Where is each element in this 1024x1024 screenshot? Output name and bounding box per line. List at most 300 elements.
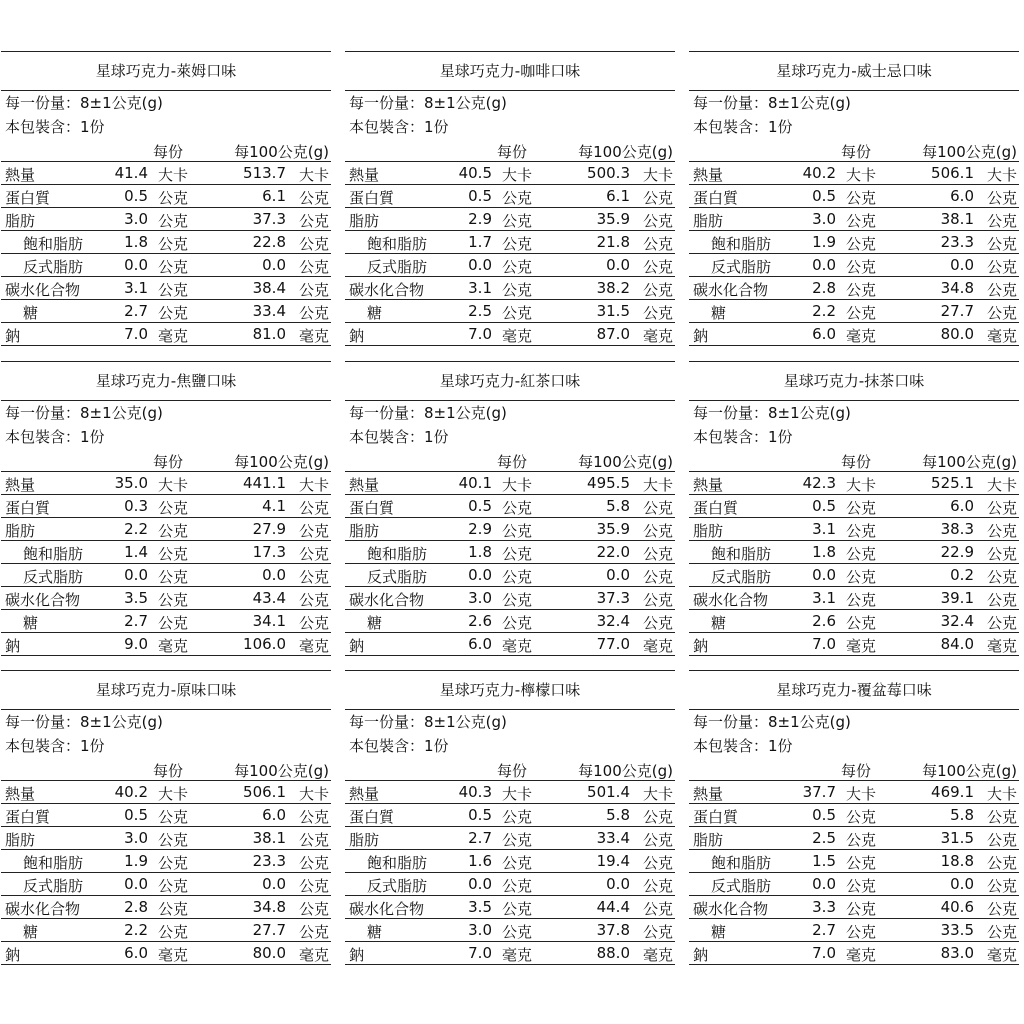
nutrient-row <box>1 610 331 633</box>
nutrient-row <box>1 541 331 564</box>
per-serving-value: 1.4 <box>124 543 148 561</box>
nutrient-row <box>689 633 1019 656</box>
per-100g-value: 17.3 <box>252 543 286 561</box>
per-100g-unit: 毫克 <box>298 327 329 345</box>
nutrient-row <box>1 873 331 896</box>
nutrition-panel <box>1 361 331 656</box>
nutrient-row <box>345 162 675 185</box>
per-serving-value: 1.5 <box>812 852 836 870</box>
per-100g-value: 5.8 <box>606 497 630 515</box>
nutrient-name: 蛋白質 <box>693 189 739 207</box>
nutrient-row <box>689 873 1019 896</box>
nutrient-row <box>689 541 1019 564</box>
nutrient-row <box>689 185 1019 208</box>
servings-per-pack: 本包裝含：1份 <box>5 737 105 755</box>
per-100g-unit: 公克 <box>298 304 329 322</box>
column-header-row <box>345 449 675 472</box>
panel-title: 星球巧克力-抹茶口味 <box>689 361 1019 401</box>
per-serving-value: 9.0 <box>124 635 148 653</box>
per-100g-unit: 公克 <box>986 591 1017 609</box>
nutrient-name: 蛋白質 <box>349 189 395 207</box>
per-serving-unit: 毫克 <box>846 946 877 964</box>
nutrient-name: 鈉 <box>5 946 21 964</box>
per-serving-value: 3.0 <box>812 210 836 228</box>
nutrient-name: 蛋白質 <box>693 499 739 517</box>
column-header-per-100g: 每100公克(g) <box>234 453 329 471</box>
per-100g-value: 19.4 <box>596 852 630 870</box>
per-serving-value: 2.2 <box>812 302 836 320</box>
nutrient-row <box>345 896 675 919</box>
nutrition-panel <box>689 670 1019 965</box>
per-serving-value: 2.9 <box>468 520 492 538</box>
per-serving-value: 0.0 <box>124 256 148 274</box>
nutrient-name: 糖 <box>367 614 383 632</box>
column-header-per-100g: 每100公克(g) <box>922 143 1017 161</box>
per-serving-value: 1.7 <box>468 233 492 251</box>
column-header-per-100g: 每100公克(g) <box>922 762 1017 780</box>
per-100g-unit: 毫克 <box>986 327 1017 345</box>
per-100g-unit: 公克 <box>298 235 329 253</box>
nutrient-name: 蛋白質 <box>349 499 395 517</box>
per-serving-value: 1.6 <box>468 852 492 870</box>
per-serving-unit: 公克 <box>502 499 533 517</box>
nutrition-panel <box>345 51 675 346</box>
per-100g-value: 83.0 <box>940 944 974 962</box>
nutrient-name: 糖 <box>367 304 383 322</box>
nutrient-row <box>345 541 675 564</box>
per-100g-unit: 大卡 <box>986 476 1017 494</box>
nutrient-name: 糖 <box>23 614 39 632</box>
per-serving-unit: 公克 <box>158 591 189 609</box>
nutrient-name: 飽和脂肪 <box>23 545 84 563</box>
nutrient-name: 飽和脂肪 <box>711 235 772 253</box>
nutrient-row <box>1 564 331 587</box>
nutrient-name: 碳水化合物 <box>693 281 769 299</box>
nutrient-row <box>1 254 331 277</box>
nutrient-name: 碳水化合物 <box>693 591 769 609</box>
per-serving-unit: 公克 <box>846 212 877 230</box>
per-100g-unit: 大卡 <box>986 785 1017 803</box>
per-100g-value: 80.0 <box>940 325 974 343</box>
per-serving-value: 2.8 <box>812 279 836 297</box>
per-serving-value: 3.1 <box>812 589 836 607</box>
per-serving-value: 0.5 <box>468 497 492 515</box>
per-100g-value: 44.4 <box>596 898 630 916</box>
column-header-per-100g: 每100公克(g) <box>234 762 329 780</box>
per-serving-unit: 公克 <box>846 877 877 895</box>
per-serving-value: 3.0 <box>468 921 492 939</box>
per-serving-unit: 公克 <box>158 614 189 632</box>
column-header-per-serving: 每份 <box>841 762 872 780</box>
per-100g-value: 27.7 <box>252 921 286 939</box>
nutrient-name: 反式脂肪 <box>23 258 84 276</box>
servings-per-pack: 本包裝含：1份 <box>349 118 449 136</box>
per-serving-unit: 公克 <box>502 591 533 609</box>
nutrient-row <box>345 208 675 231</box>
per-100g-value: 495.5 <box>587 474 630 492</box>
nutrient-row <box>689 919 1019 942</box>
nutrient-row <box>689 208 1019 231</box>
nutrition-panel <box>345 361 675 656</box>
nutrient-name: 鈉 <box>5 327 21 345</box>
serving-size: 每一份量：8±1公克(g) <box>5 713 163 731</box>
nutrient-name: 反式脂肪 <box>367 877 428 895</box>
per-100g-unit: 公克 <box>986 522 1017 540</box>
nutrient-name: 反式脂肪 <box>367 568 428 586</box>
per-100g-unit: 公克 <box>986 545 1017 563</box>
per-100g-value: 18.8 <box>940 852 974 870</box>
nutrient-row <box>1 633 331 656</box>
per-100g-unit: 公克 <box>642 304 673 322</box>
nutrient-name: 飽和脂肪 <box>367 545 428 563</box>
per-serving-value: 2.6 <box>812 612 836 630</box>
servings-per-pack: 本包裝含：1份 <box>693 737 793 755</box>
column-header-row <box>689 449 1019 472</box>
column-header-per-100g: 每100公克(g) <box>578 143 673 161</box>
per-100g-value: 21.8 <box>596 233 630 251</box>
per-100g-value: 38.2 <box>596 279 630 297</box>
per-100g-value: 469.1 <box>931 783 974 801</box>
nutrient-name: 糖 <box>23 923 39 941</box>
nutrient-row <box>345 587 675 610</box>
nutrient-name: 飽和脂肪 <box>711 545 772 563</box>
per-serving-unit: 公克 <box>158 235 189 253</box>
per-100g-value: 23.3 <box>940 233 974 251</box>
nutrient-name: 鈉 <box>5 637 21 655</box>
per-100g-value: 441.1 <box>243 474 286 492</box>
per-100g-value: 33.4 <box>252 302 286 320</box>
per-serving-unit: 公克 <box>846 568 877 586</box>
per-serving-value: 0.0 <box>124 875 148 893</box>
per-serving-value: 1.8 <box>468 543 492 561</box>
per-100g-unit: 大卡 <box>298 166 329 184</box>
serving-size: 每一份量：8±1公克(g) <box>693 713 851 731</box>
per-100g-value: 37.8 <box>596 921 630 939</box>
per-100g-unit: 公克 <box>642 212 673 230</box>
nutrient-row <box>1 781 331 804</box>
per-serving-value: 42.3 <box>802 474 836 492</box>
column-header-row <box>689 758 1019 781</box>
nutrient-name: 熱量 <box>693 166 724 184</box>
per-100g-value: 6.0 <box>262 806 286 824</box>
panel-title: 星球巧克力-原味口味 <box>1 670 331 710</box>
per-serving-unit: 公克 <box>846 545 877 563</box>
column-header-per-serving: 每份 <box>153 453 184 471</box>
per-100g-unit: 公克 <box>642 545 673 563</box>
per-100g-unit: 毫克 <box>298 637 329 655</box>
nutrient-row <box>689 323 1019 346</box>
nutrient-row <box>1 231 331 254</box>
per-serving-unit: 大卡 <box>846 166 877 184</box>
per-100g-unit: 公克 <box>642 831 673 849</box>
per-serving-unit: 公克 <box>158 212 189 230</box>
per-100g-value: 34.8 <box>940 279 974 297</box>
per-serving-value: 1.9 <box>812 233 836 251</box>
nutrient-name: 熱量 <box>349 166 380 184</box>
nutrient-row <box>689 804 1019 827</box>
per-serving-value: 0.0 <box>812 875 836 893</box>
per-serving-value: 1.8 <box>124 233 148 251</box>
per-100g-value: 38.4 <box>252 279 286 297</box>
nutrient-row <box>1 300 331 323</box>
per-serving-value: 7.0 <box>124 325 148 343</box>
nutrient-name: 熱量 <box>5 476 36 494</box>
per-serving-unit: 公克 <box>502 235 533 253</box>
column-header-per-serving: 每份 <box>841 143 872 161</box>
per-serving-unit: 公克 <box>502 522 533 540</box>
per-serving-unit: 大卡 <box>502 785 533 803</box>
per-serving-value: 0.0 <box>124 566 148 584</box>
per-serving-value: 3.0 <box>124 210 148 228</box>
per-100g-unit: 大卡 <box>298 785 329 803</box>
per-serving-value: 2.7 <box>124 302 148 320</box>
per-serving-unit: 毫克 <box>502 637 533 655</box>
per-serving-value: 37.7 <box>802 783 836 801</box>
column-header-row <box>689 139 1019 162</box>
nutrient-name: 反式脂肪 <box>711 877 772 895</box>
nutrient-row <box>345 827 675 850</box>
column-header-per-serving: 每份 <box>153 143 184 161</box>
nutrient-name: 鈉 <box>693 637 709 655</box>
panel-title: 星球巧克力-覆盆莓口味 <box>689 670 1019 710</box>
per-serving-unit: 毫克 <box>502 946 533 964</box>
panel-title: 星球巧克力-焦鹽口味 <box>1 361 331 401</box>
nutrient-row <box>345 919 675 942</box>
per-serving-unit: 公克 <box>502 877 533 895</box>
per-100g-value: 34.8 <box>252 898 286 916</box>
nutrient-row <box>1 472 331 495</box>
nutrient-name: 飽和脂肪 <box>23 235 84 253</box>
per-serving-value: 0.0 <box>468 566 492 584</box>
per-100g-value: 22.8 <box>252 233 286 251</box>
per-100g-value: 506.1 <box>931 164 974 182</box>
per-serving-value: 3.0 <box>468 589 492 607</box>
nutrition-panel <box>689 51 1019 346</box>
per-serving-unit: 毫克 <box>158 946 189 964</box>
per-serving-value: 2.7 <box>468 829 492 847</box>
per-serving-value: 0.5 <box>124 187 148 205</box>
per-100g-unit: 公克 <box>642 877 673 895</box>
per-serving-unit: 毫克 <box>846 327 877 345</box>
per-serving-unit: 公克 <box>502 568 533 586</box>
per-serving-value: 0.5 <box>468 187 492 205</box>
panel-title: 星球巧克力-萊姆口味 <box>1 51 331 91</box>
column-header-per-100g: 每100公克(g) <box>578 453 673 471</box>
per-serving-value: 6.0 <box>468 635 492 653</box>
nutrient-row <box>1 185 331 208</box>
serving-size: 每一份量：8±1公克(g) <box>5 404 163 422</box>
per-100g-unit: 公克 <box>986 281 1017 299</box>
nutrient-name: 反式脂肪 <box>23 877 84 895</box>
per-serving-value: 3.5 <box>124 589 148 607</box>
nutrient-row <box>689 610 1019 633</box>
per-100g-unit: 公克 <box>986 854 1017 872</box>
per-serving-unit: 公克 <box>502 281 533 299</box>
per-100g-value: 38.3 <box>940 520 974 538</box>
per-serving-unit: 公克 <box>846 854 877 872</box>
per-serving-value: 3.5 <box>468 898 492 916</box>
per-100g-unit: 公克 <box>298 614 329 632</box>
nutrition-panel <box>1 670 331 965</box>
per-serving-unit: 公克 <box>846 591 877 609</box>
per-100g-value: 27.7 <box>940 302 974 320</box>
per-100g-unit: 公克 <box>298 808 329 826</box>
column-header-row <box>1 449 331 472</box>
per-100g-value: 38.1 <box>252 829 286 847</box>
nutrient-name: 鈉 <box>349 327 365 345</box>
nutrient-row <box>345 610 675 633</box>
per-100g-unit: 公克 <box>298 877 329 895</box>
per-serving-value: 3.3 <box>812 898 836 916</box>
per-100g-unit: 毫克 <box>642 327 673 345</box>
nutrient-row <box>345 518 675 541</box>
nutrient-row <box>689 850 1019 873</box>
per-serving-value: 0.5 <box>812 806 836 824</box>
per-serving-unit: 公克 <box>158 189 189 207</box>
nutrient-name: 蛋白質 <box>5 189 51 207</box>
nutrient-name: 反式脂肪 <box>367 258 428 276</box>
nutrient-name: 熱量 <box>5 166 36 184</box>
nutrient-row <box>1 896 331 919</box>
nutrient-row <box>345 564 675 587</box>
per-100g-unit: 大卡 <box>642 476 673 494</box>
per-100g-unit: 公克 <box>986 614 1017 632</box>
per-serving-unit: 公克 <box>158 304 189 322</box>
per-100g-value: 0.0 <box>262 875 286 893</box>
nutrient-row <box>1 827 331 850</box>
nutrient-row <box>689 587 1019 610</box>
per-serving-value: 3.0 <box>124 829 148 847</box>
per-100g-value: 22.0 <box>596 543 630 561</box>
nutrient-row <box>1 323 331 346</box>
per-100g-unit: 公克 <box>986 831 1017 849</box>
nutrient-name: 碳水化合物 <box>5 281 81 299</box>
per-serving-value: 1.8 <box>812 543 836 561</box>
per-100g-unit: 公克 <box>298 258 329 276</box>
nutrient-name: 鈉 <box>693 946 709 964</box>
per-serving-value: 3.1 <box>812 520 836 538</box>
per-100g-unit: 公克 <box>986 258 1017 276</box>
per-100g-value: 35.9 <box>596 210 630 228</box>
per-serving-unit: 大卡 <box>846 785 877 803</box>
per-serving-value: 0.0 <box>812 256 836 274</box>
nutrient-name: 脂肪 <box>349 522 380 540</box>
nutrient-row <box>689 564 1019 587</box>
per-100g-unit: 毫克 <box>642 946 673 964</box>
per-serving-unit: 大卡 <box>158 166 189 184</box>
panel-title: 星球巧克力-檸檬口味 <box>345 670 675 710</box>
per-100g-value: 81.0 <box>252 325 286 343</box>
per-100g-unit: 公克 <box>298 189 329 207</box>
per-serving-unit: 公克 <box>158 522 189 540</box>
per-100g-unit: 公克 <box>298 900 329 918</box>
per-serving-unit: 公克 <box>158 808 189 826</box>
nutrient-row <box>345 254 675 277</box>
per-100g-unit: 公克 <box>986 212 1017 230</box>
nutrient-row <box>345 185 675 208</box>
nutrient-row <box>345 873 675 896</box>
per-serving-unit: 公克 <box>158 900 189 918</box>
per-100g-value: 501.4 <box>587 783 630 801</box>
per-serving-unit: 公克 <box>502 545 533 563</box>
per-serving-unit: 公克 <box>158 568 189 586</box>
nutrient-name: 蛋白質 <box>5 808 51 826</box>
per-100g-value: 500.3 <box>587 164 630 182</box>
per-serving-unit: 公克 <box>846 281 877 299</box>
per-serving-unit: 公克 <box>502 189 533 207</box>
per-serving-value: 2.7 <box>124 612 148 630</box>
per-100g-value: 525.1 <box>931 474 974 492</box>
per-100g-value: 39.1 <box>940 589 974 607</box>
serving-size: 每一份量：8±1公克(g) <box>349 94 507 112</box>
per-100g-unit: 公克 <box>642 522 673 540</box>
per-100g-unit: 公克 <box>642 235 673 253</box>
serving-size: 每一份量：8±1公克(g) <box>5 94 163 112</box>
per-100g-unit: 公克 <box>986 877 1017 895</box>
per-serving-value: 2.2 <box>124 921 148 939</box>
serving-size: 每一份量：8±1公克(g) <box>349 713 507 731</box>
per-100g-unit: 公克 <box>986 923 1017 941</box>
per-100g-unit: 公克 <box>298 522 329 540</box>
servings-per-pack: 本包裝含：1份 <box>349 737 449 755</box>
per-serving-unit: 公克 <box>502 900 533 918</box>
nutrient-row <box>1 495 331 518</box>
per-serving-value: 7.0 <box>812 944 836 962</box>
per-100g-value: 106.0 <box>243 635 286 653</box>
per-100g-value: 0.0 <box>606 566 630 584</box>
per-100g-value: 77.0 <box>596 635 630 653</box>
per-100g-value: 37.3 <box>252 210 286 228</box>
per-serving-unit: 公克 <box>846 499 877 517</box>
per-100g-value: 0.0 <box>262 256 286 274</box>
panel-title: 星球巧克力-咖啡口味 <box>345 51 675 91</box>
per-100g-value: 513.7 <box>243 164 286 182</box>
per-100g-unit: 公克 <box>298 212 329 230</box>
per-serving-unit: 公克 <box>502 831 533 849</box>
servings-per-pack: 本包裝含：1份 <box>5 428 105 446</box>
nutrient-row <box>689 781 1019 804</box>
servings-per-pack: 本包裝含：1份 <box>5 118 105 136</box>
nutrient-name: 熱量 <box>349 476 380 494</box>
per-100g-value: 6.1 <box>262 187 286 205</box>
per-serving-value: 0.5 <box>812 187 836 205</box>
nutrient-name: 脂肪 <box>693 212 724 230</box>
nutrient-name: 糖 <box>711 923 727 941</box>
column-header-per-serving: 每份 <box>497 453 528 471</box>
nutrient-row <box>1 208 331 231</box>
column-header-per-100g: 每100公克(g) <box>578 762 673 780</box>
per-serving-value: 0.3 <box>124 497 148 515</box>
per-serving-value: 2.9 <box>468 210 492 228</box>
nutrient-row <box>1 919 331 942</box>
column-header-per-serving: 每份 <box>497 762 528 780</box>
per-100g-value: 0.2 <box>950 566 974 584</box>
per-100g-value: 84.0 <box>940 635 974 653</box>
nutrient-row <box>689 277 1019 300</box>
per-serving-value: 0.0 <box>468 875 492 893</box>
per-100g-value: 22.9 <box>940 543 974 561</box>
nutrient-row <box>689 942 1019 965</box>
nutrient-row <box>689 896 1019 919</box>
nutrition-panel <box>1 51 331 346</box>
nutrition-panel <box>345 670 675 965</box>
nutrient-name: 糖 <box>367 923 383 941</box>
nutrient-name: 糖 <box>23 304 39 322</box>
per-100g-unit: 公克 <box>298 499 329 517</box>
per-100g-unit: 公克 <box>642 281 673 299</box>
nutrient-name: 飽和脂肪 <box>367 854 428 872</box>
per-serving-value: 7.0 <box>812 635 836 653</box>
